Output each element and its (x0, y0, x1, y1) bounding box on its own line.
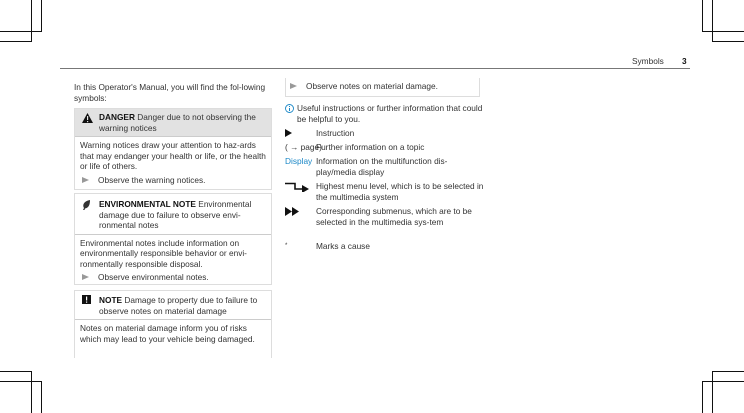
page-number: 3 (682, 56, 687, 66)
crop-mark (0, 381, 42, 382)
step-arrow-icon (82, 177, 89, 183)
crop-mark (702, 381, 744, 382)
crop-mark (712, 0, 713, 42)
symbol-desc: Highest menu level, which is to be selected in the multimedia system (316, 181, 484, 202)
page-ref-symbol: ( → page) (285, 142, 322, 152)
crop-mark (702, 381, 703, 413)
danger-step-text: Observe the warning notices. (98, 174, 206, 185)
info-icon (285, 104, 294, 113)
display-symbol: Display (285, 156, 313, 166)
crop-mark (0, 371, 32, 372)
note-box-continued (285, 78, 480, 97)
symbol-row-menu (285, 181, 485, 202)
crop-mark (712, 41, 744, 42)
menu-level-arrow-icon (285, 182, 311, 192)
intro-text: In this Operator's Manual, you will find the fol-lowing symbols: (74, 82, 266, 103)
environmental-header (75, 194, 271, 235)
crop-mark (0, 31, 42, 32)
step-arrow-icon (290, 83, 297, 89)
symbol-row-display (285, 156, 485, 177)
crop-mark (702, 0, 703, 32)
asterisk-symbol: * (285, 243, 288, 249)
info-note (285, 103, 492, 124)
info-text: Useful instructions or further information that could be helpful to you. (297, 103, 483, 124)
warning-triangle-icon (82, 113, 93, 123)
symbol-desc: Further information on a topic (316, 142, 425, 152)
exclamation-square-icon (82, 295, 91, 304)
crop-mark (41, 381, 42, 413)
crop-mark (712, 371, 713, 413)
danger-label: DANGER (99, 112, 135, 122)
note-step (288, 81, 479, 92)
note-body: Notes on material damage inform you of risks which may lead to your vehicle being damaged. (80, 323, 255, 344)
danger-header (75, 109, 271, 137)
crop-mark (31, 371, 32, 413)
environmental-label: ENVIRONMENTAL NOTE (99, 199, 196, 209)
note-step-text: Observe notes on material damage. (306, 81, 438, 91)
environmental-body: Environmental notes include information on environmentally responsible behavior or envi-ronmentally responsible disposal. (80, 237, 247, 269)
note-header (75, 291, 271, 320)
crop-mark (41, 0, 42, 32)
crop-mark (712, 371, 744, 372)
danger-box (74, 108, 272, 190)
symbol-row-cause (285, 241, 485, 252)
environmental-step (80, 272, 266, 283)
note-box (74, 290, 272, 358)
leaf-icon (82, 200, 91, 210)
crop-mark (31, 0, 32, 42)
crop-mark (702, 31, 744, 32)
danger-body: Warning notices draw your attention to haz-ards that may endanger your health or life, or the health or life of others. (80, 140, 266, 171)
symbol-row-submenu (285, 206, 485, 227)
crop-mark (0, 41, 32, 42)
symbol-row-page-ref (285, 142, 485, 153)
symbol-desc: Corresponding submenus, which are to be selected in the multimedia sys-tem (316, 206, 472, 227)
note-title: Damage to property due to failure to observe notes on material damage (99, 295, 258, 316)
instruction-arrow-icon (285, 129, 293, 137)
environmental-box (74, 193, 272, 285)
submenu-double-arrow-icon (285, 207, 301, 216)
symbol-desc: Information on the multifunction dis-play/media display (316, 156, 448, 177)
note-label: NOTE (99, 295, 123, 305)
environmental-title: Environmental damage due to failure to observe envi-ronmental notes (99, 199, 252, 230)
symbol-desc: Marks a cause (316, 241, 370, 251)
header-rule (60, 68, 690, 69)
environmental-step-text: Observe environmental notes. (98, 272, 209, 282)
symbol-row-instruction (285, 128, 485, 139)
section-title: Symbols (632, 56, 664, 66)
danger-step (80, 175, 266, 186)
step-arrow-icon (82, 274, 89, 280)
symbol-desc: Instruction (316, 128, 355, 138)
danger-title: Danger due to not observing the warning notices (99, 112, 256, 133)
